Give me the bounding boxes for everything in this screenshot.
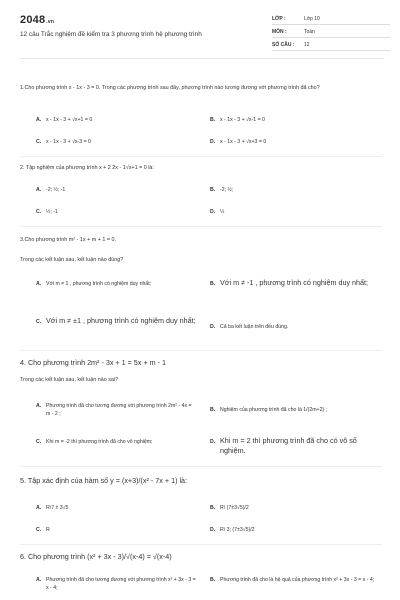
- meta-row-subject: [272, 27, 390, 38]
- meta-value-subject: Toán: [304, 29, 315, 35]
- option-5a[interactable]: A. R\7 ± 3√5: [36, 505, 69, 511]
- page-header: [20, 0, 384, 59]
- divider: [20, 156, 382, 157]
- option-4b[interactable]: B. Nghiệm của phương trình đã cho là 1/(2m+2) ;: [210, 407, 328, 413]
- option-1c[interactable]: C. x - 1x - 3 + √x-3 = 0: [36, 139, 91, 145]
- divider: [20, 544, 382, 545]
- question-2: [20, 164, 382, 172]
- option-1a[interactable]: A. x - 1x - 3 + √x+1 = 0: [36, 117, 93, 123]
- question-4: [20, 358, 382, 384]
- meta-value-class: Lớp 10: [304, 16, 320, 22]
- option-4a[interactable]: A. Phương trình đã cho tương đương với phương trình 2m² - 4x = m - 2 ;: [36, 403, 192, 417]
- site-logo[interactable]: 2048.vn: [20, 14, 55, 26]
- option-2c[interactable]: C. ½; -1: [36, 209, 58, 215]
- option-2a[interactable]: A. -2; ½; -1: [36, 187, 66, 193]
- meta-row-class: [272, 14, 390, 25]
- question-3: [20, 236, 382, 264]
- option-6b[interactable]: B. Phương trình đã cho là hệ quả của phương trình x² + 3x - 3 = x - 4;: [210, 577, 375, 583]
- divider: [20, 226, 382, 227]
- option-6a[interactable]: A. Phương trình đã cho tương đương với phương trình x² + 3x - 3 = x - 4;: [36, 577, 196, 591]
- divider: [20, 466, 382, 467]
- option-1d[interactable]: D. x - 1x - 3 + √x+3 = 0: [210, 139, 267, 145]
- option-3d[interactable]: D. Cả ba kết luận trên đều đúng.: [210, 324, 289, 330]
- meta-value-count: 12: [304, 42, 310, 48]
- question-instruction: Trong các kết luận sau, kết luận nào đúng?: [20, 257, 124, 263]
- question-1: [20, 84, 382, 92]
- question-text: 4. Cho phương trình 2m² - 3x + 1 = 5x + m - 1: [20, 358, 166, 367]
- meta-label: LỚP :: [272, 16, 286, 22]
- option-2b[interactable]: B. -2; ½;: [210, 187, 234, 193]
- meta-label: SỐ CÂU :: [272, 42, 295, 48]
- question-text: 1.Cho phương trình x - 1x - 3 = 0. Trong các phương trình sau đây, phương trình nào tương đương với phương trình đã cho?: [20, 85, 320, 91]
- option-3c[interactable]: C. Với m ≠ ±1 , phương trình có nghiệm duy nhất;: [36, 316, 196, 325]
- question-text: 6. Cho phương trình (x² + 3x - 3)/√(x-4) = √(x-4): [20, 552, 172, 561]
- option-5d[interactable]: D. R\ 3; (7±3√5)/2: [210, 527, 255, 533]
- option-2d[interactable]: D. ½: [210, 209, 225, 215]
- option-5b[interactable]: B. R\ (7±3√5)/2: [210, 505, 249, 511]
- option-5c[interactable]: C. R: [36, 527, 50, 533]
- option-4c[interactable]: C. Khi m = -2 thì phương trình đã cho vô nghiệm;: [36, 439, 153, 445]
- page-title: 12 câu Trắc nghiệm đề kiểm tra 3 phương trình hệ phương trình: [20, 31, 202, 38]
- question-text: 3.Cho phương trình m² - 1x + m + 1 = 0.: [20, 237, 116, 243]
- meta-table: [272, 14, 390, 53]
- question-5: [20, 476, 382, 486]
- option-4d[interactable]: D. Khi m = 2 thì phương trình đã cho có vô số nghiệm.: [210, 436, 357, 455]
- option-3a[interactable]: A. Với m ≠ 1 , phương trình có nghiệm duy nhất;: [36, 281, 152, 287]
- question-text: 2. Tập nghiệm của phương trình x + 2 2x - 1√x+1 = 0 là:: [20, 165, 154, 171]
- question-text: 5. Tập xác định của hàm số y = (x+3)/(x² - 7x + 1) là:: [20, 476, 188, 485]
- divider: [20, 350, 382, 351]
- question-6: [20, 552, 382, 562]
- meta-row-count: [272, 40, 390, 51]
- option-1b[interactable]: B. x - 1x - 3 + √x-1 = 0: [210, 117, 265, 123]
- option-3b[interactable]: B. Với m ≠ -1 , phương trình có nghiệm duy nhất;: [210, 278, 369, 287]
- meta-label: MÔN :: [272, 29, 287, 35]
- question-instruction: Trong các kết luận sau, kết luận nào sai?: [20, 377, 119, 383]
